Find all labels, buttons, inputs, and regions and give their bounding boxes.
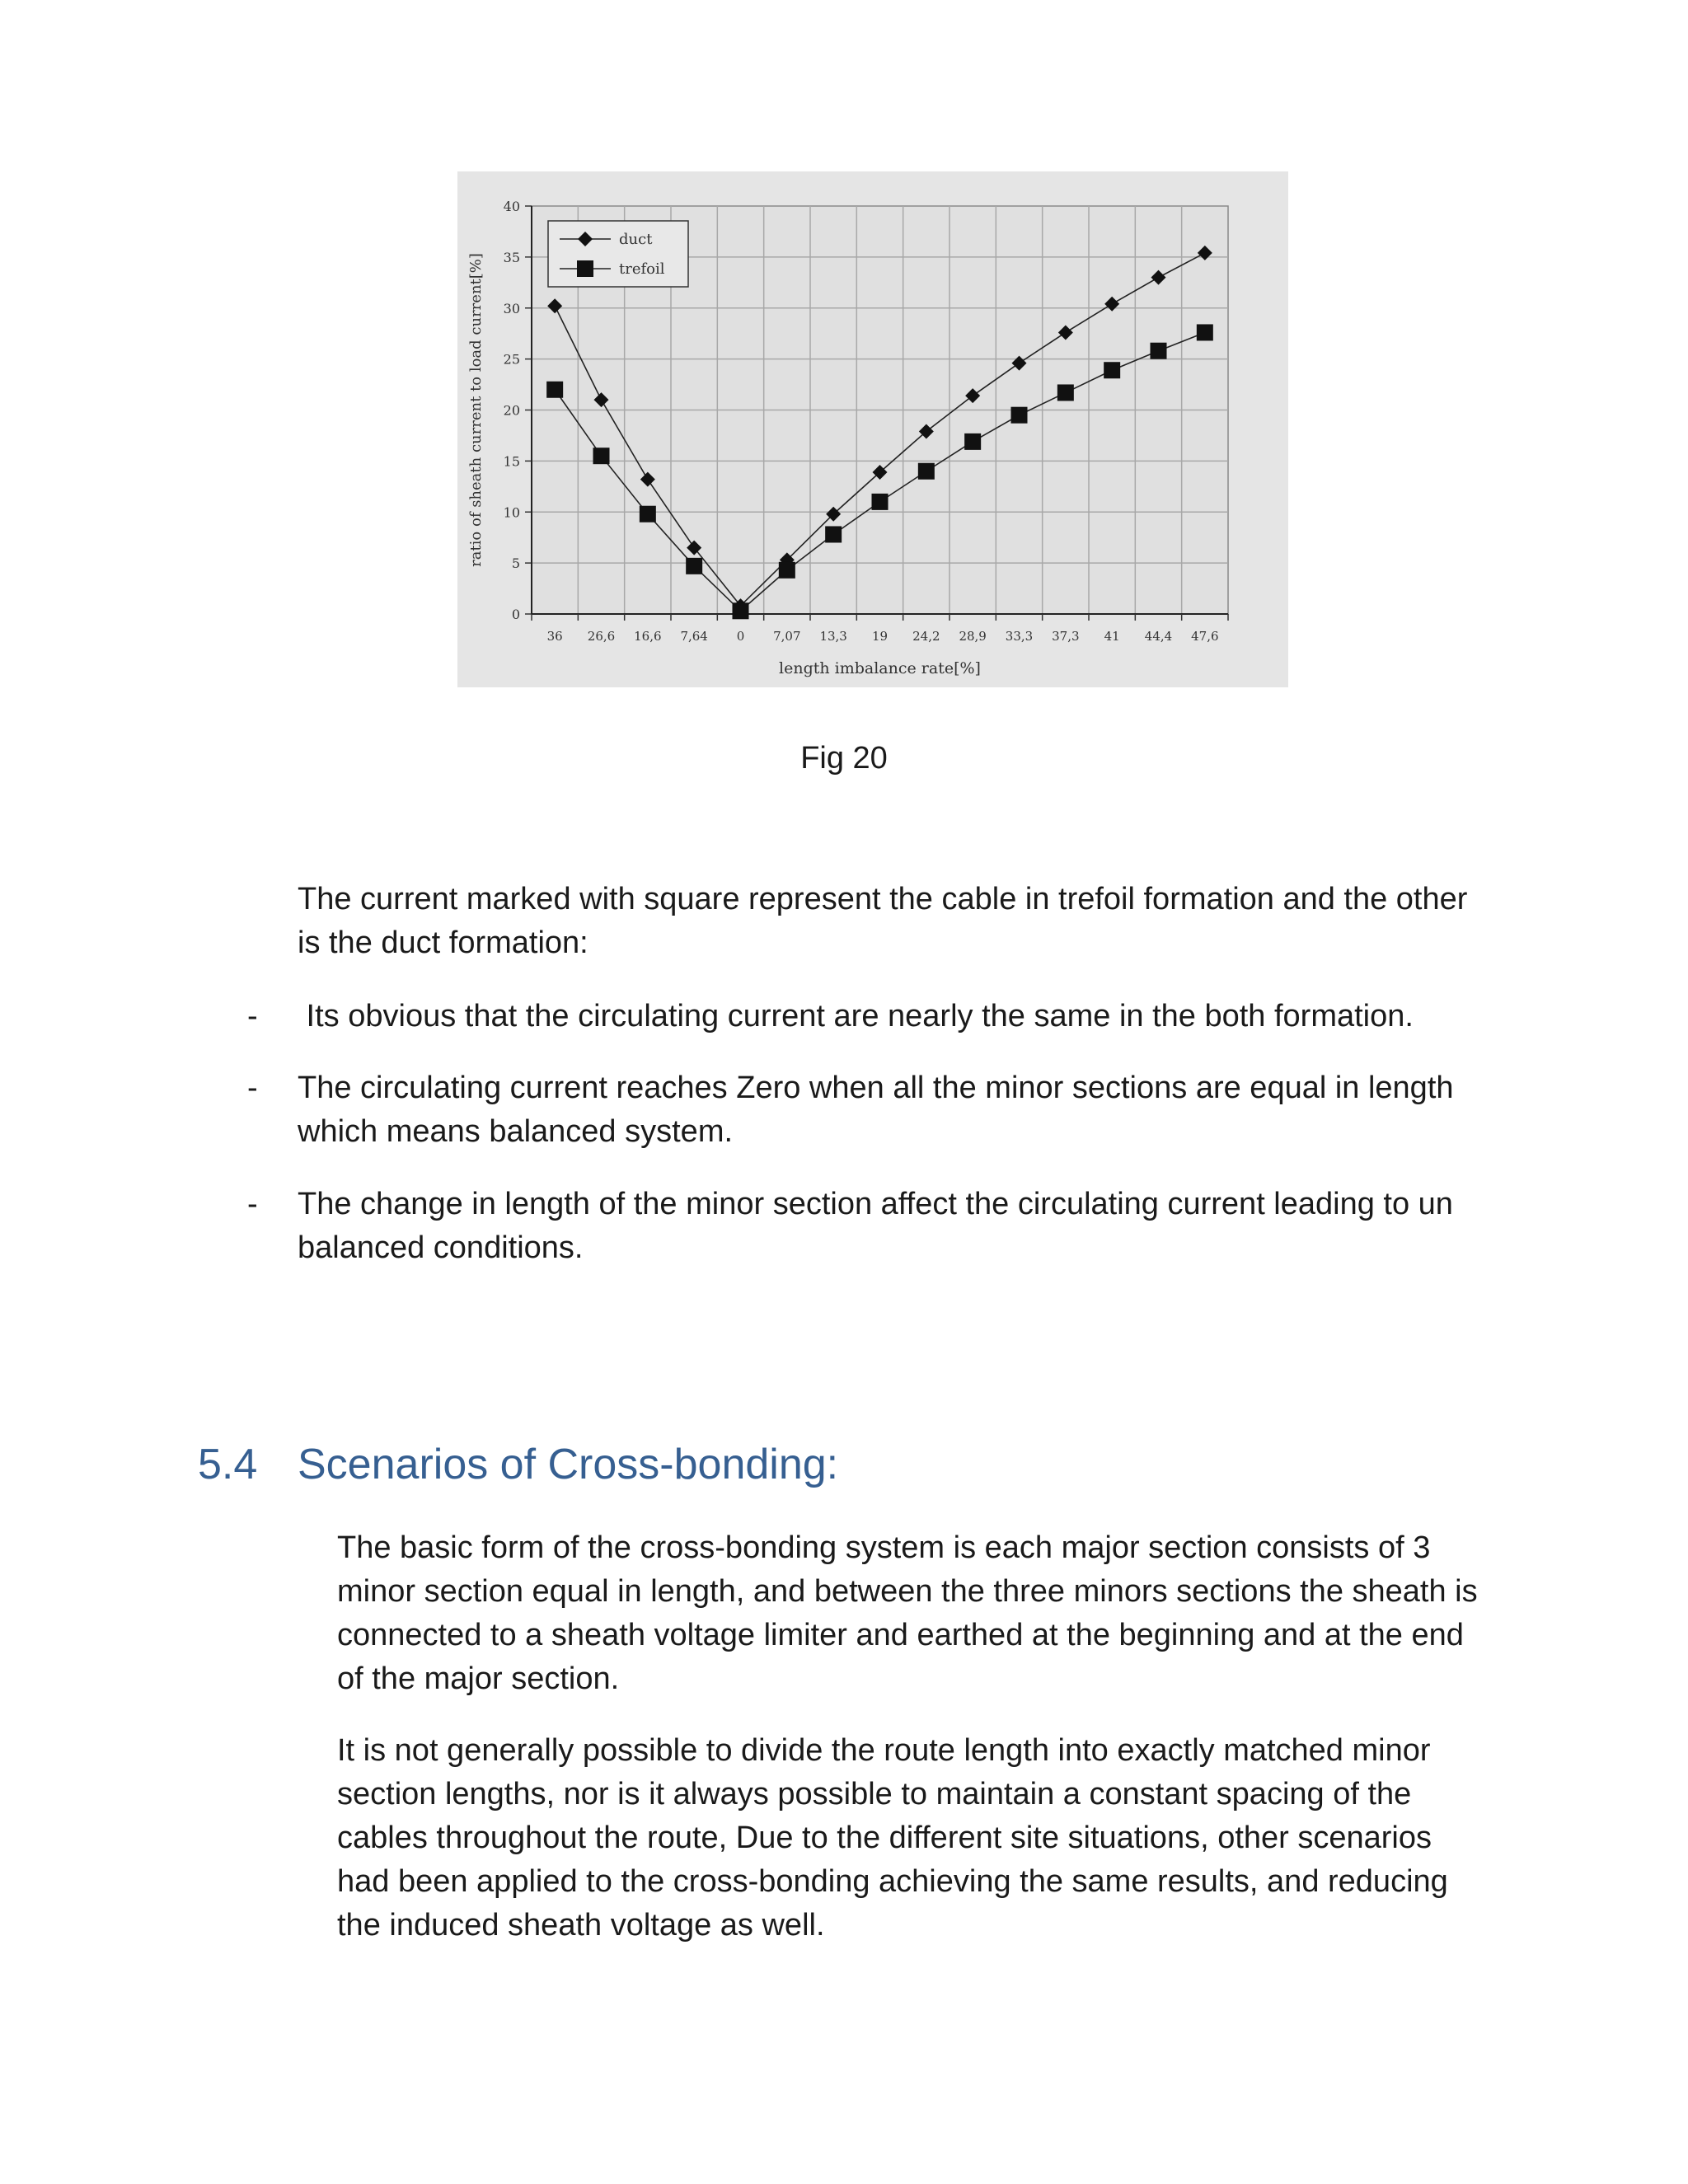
x-tick-label: 19	[871, 629, 889, 644]
data-point-trefoil	[1057, 384, 1074, 401]
data-point-trefoil	[918, 463, 935, 480]
y-tick-label: 25	[503, 351, 520, 368]
bullet-text: The circulating current reaches Zero when all the minor sections are equal in length which means balanced system.	[298, 1071, 1454, 1149]
x-tick-label: 47,6	[1191, 629, 1219, 644]
y-tick-label: 15	[503, 453, 520, 470]
y-tick-label: 20	[503, 402, 520, 419]
y-tick-label: 40	[503, 199, 520, 214]
scenarios-paragraph: It is not generally possible to divide the route length into exactly matched minor section lengths, nor is it always possible to maintain a constant spacing of the cables throughout the route, Due to the different site situations, other scenarios had been applied to the cross-bonding achieving the same results, and reducing the induced sheath voltage as well.	[337, 1733, 1448, 1943]
x-tick-label: 16,6	[634, 629, 662, 644]
x-tick-label: 7,07	[773, 629, 801, 644]
data-point-trefoil	[593, 448, 610, 464]
data-point-trefoil	[872, 494, 889, 510]
legend-box	[548, 221, 688, 287]
bullet-text: Its obvious that the circulating current are nearly the same in the both formation.	[298, 999, 1414, 1033]
data-point-trefoil	[1011, 407, 1028, 424]
data-point-trefoil	[964, 434, 981, 450]
figure-caption: Fig 20	[800, 741, 888, 776]
data-point-trefoil	[1151, 343, 1167, 359]
x-tick-label: 28,9	[959, 629, 987, 644]
section-title: Scenarios of Cross-bonding:	[298, 1441, 839, 1488]
data-point-trefoil	[686, 558, 702, 574]
bullet-dash: -	[247, 1071, 258, 1105]
x-tick-label: 33,3	[1005, 629, 1034, 644]
x-tick-label: 0	[736, 629, 745, 644]
data-point-trefoil	[546, 382, 563, 398]
legend-label: trefoil	[619, 260, 665, 278]
x-tick-label: 37,3	[1052, 629, 1080, 644]
legend-marker-trefoil	[577, 260, 593, 277]
x-tick-label: 44,4	[1144, 629, 1173, 644]
x-tick-label: 13,3	[819, 629, 847, 644]
bullet-dash: -	[247, 1187, 258, 1221]
data-point-trefoil	[733, 602, 749, 619]
y-tick-label: 10	[503, 504, 520, 521]
bullet-text: The change in length of the minor section affect the circulating current leading to un balanced conditions.	[298, 1187, 1453, 1265]
y-tick-label: 0	[511, 607, 520, 622]
y-tick-label: 35	[503, 249, 520, 265]
bullet-dash: -	[247, 999, 258, 1033]
x-tick-label: 7,64	[680, 629, 708, 644]
figure-20	[457, 171, 1288, 687]
data-point-trefoil	[1104, 362, 1120, 378]
x-tick-label: 24,2	[912, 629, 940, 644]
data-point-trefoil	[640, 506, 656, 523]
x-tick-label: 36	[546, 629, 563, 644]
intro-paragraph: The current marked with square represent the cable in trefoil formation and the other is the duct formation:	[298, 882, 1468, 960]
y-axis-label: ratio of sheath current to load current[%]	[467, 253, 485, 567]
data-point-trefoil	[779, 562, 795, 579]
legend-label: duct	[619, 231, 653, 248]
sheath-current-chart	[457, 171, 1288, 687]
y-tick-label: 5	[511, 555, 520, 572]
y-tick-label: 30	[503, 300, 520, 316]
cross-bonding-paragraph: The basic form of the cross-bonding system is each major section consists of 3 minor section equal in length, and between the three minors sections the sheath is connected to a sheath voltage limiter and earthed at the beginning and at the end of the major section.	[337, 1530, 1478, 1696]
section-number: 5.4	[198, 1441, 258, 1488]
data-point-trefoil	[825, 526, 842, 542]
x-tick-label: 26,6	[587, 629, 616, 644]
legend	[548, 221, 688, 287]
x-tick-label: 41	[1104, 629, 1120, 644]
x-axis-label: length imbalance rate[%]	[779, 659, 981, 677]
data-point-trefoil	[1197, 324, 1213, 340]
